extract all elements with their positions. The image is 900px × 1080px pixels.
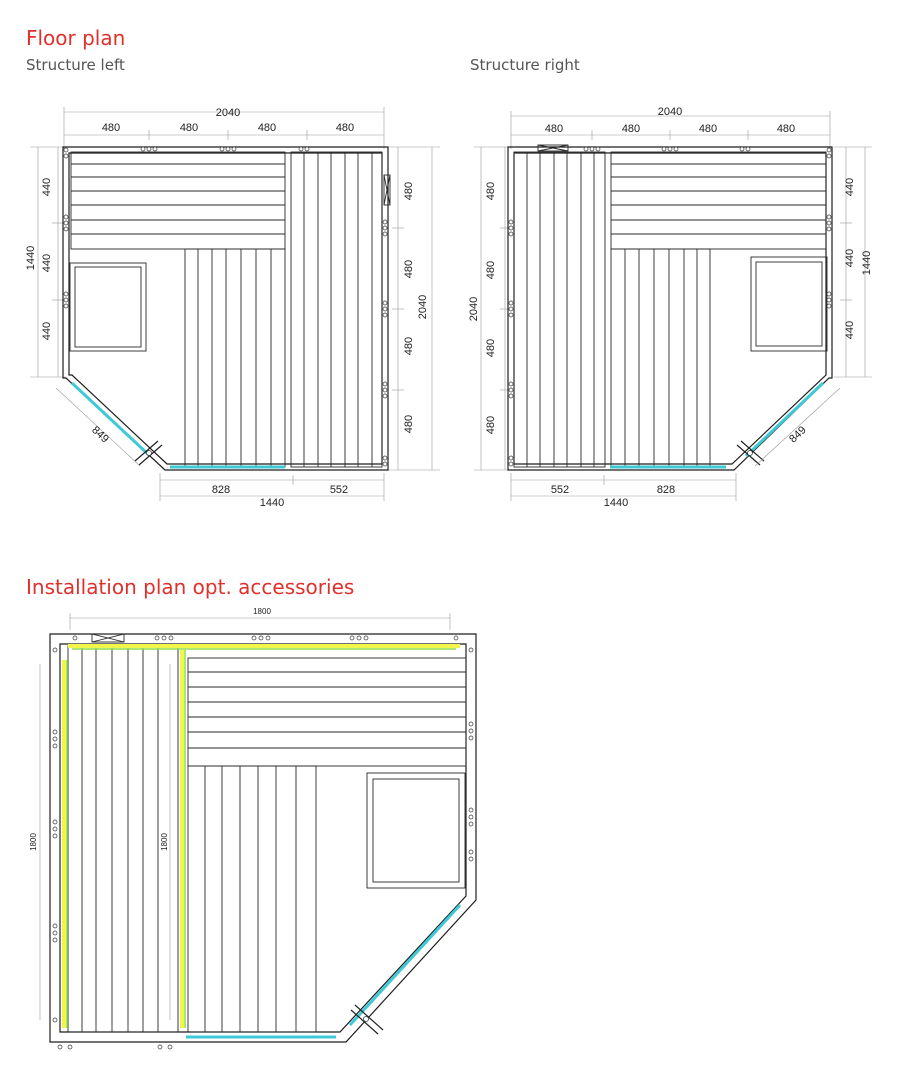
structure-left-diagram xyxy=(0,95,450,515)
dim-inner: 1800 xyxy=(160,833,169,851)
dim-right-seg-2: 440 xyxy=(844,248,856,268)
door-frame-marks xyxy=(384,175,390,205)
bench-right-slats xyxy=(291,152,382,467)
structure-right-diagram xyxy=(450,95,900,515)
dim-top-seg-3: 480 xyxy=(257,122,277,134)
dim-top-seg-3: 480 xyxy=(698,123,718,135)
dim-top-seg-4: 480 xyxy=(776,123,796,135)
bench-center-slats xyxy=(188,766,316,1032)
dim-right-seg-1: 480 xyxy=(403,181,415,201)
installation-plan-diagram xyxy=(0,600,500,1070)
dim-right-seg-3: 440 xyxy=(844,320,856,340)
bench-center-slats xyxy=(185,249,285,467)
dim-bottom-b: 552 xyxy=(329,484,349,496)
dim-bottom-a: 828 xyxy=(211,484,231,496)
installation-plan-title: Installation plan opt. accessories xyxy=(26,575,355,599)
door-frame-marks xyxy=(538,145,568,151)
light-strip-diagonal xyxy=(72,383,150,456)
dim-bottom-a: 552 xyxy=(550,484,570,496)
dim-left-total: 1440 xyxy=(25,245,37,271)
stove-guard xyxy=(751,257,827,351)
dim-left-seg-2: 440 xyxy=(41,253,53,273)
dim-left: 1800 xyxy=(29,833,38,851)
dim-right-seg-2: 480 xyxy=(403,259,415,279)
dim-top-seg-4: 480 xyxy=(335,122,355,134)
fixing-bolts xyxy=(53,636,473,1049)
dim-left-seg-3: 480 xyxy=(485,338,497,358)
wall-outline xyxy=(50,634,476,1042)
dim-left-seg-1: 440 xyxy=(41,177,53,197)
dim-top-seg-1: 480 xyxy=(101,122,121,134)
bench-top-slats xyxy=(188,658,466,766)
fixing-bolts xyxy=(64,147,387,466)
dim-top-seg-1: 480 xyxy=(544,123,564,135)
dim-left-seg-1: 480 xyxy=(485,181,497,201)
floor-plan-title: Floor plan xyxy=(26,26,126,50)
dim-right-seg-1: 440 xyxy=(844,177,856,197)
dim-bottom-total: 1440 xyxy=(603,497,629,509)
dim-top-seg-2: 480 xyxy=(621,123,641,135)
bench-top-slats xyxy=(611,152,826,249)
light-strip-diagonal xyxy=(350,905,460,1025)
dim-bottom-total: 1440 xyxy=(259,497,285,509)
dim-top-seg-2: 480 xyxy=(179,122,199,134)
dim-left-total: 2040 xyxy=(468,296,480,322)
bench-left-slats xyxy=(514,152,605,467)
dim-right-seg-3: 480 xyxy=(403,336,415,356)
bench-top-slats xyxy=(71,152,285,249)
structure-right-label: Structure right xyxy=(470,56,580,74)
dim-diagonal: 849 xyxy=(89,424,111,446)
dim-left-seg-4: 480 xyxy=(485,415,497,435)
dim-left-seg-3: 440 xyxy=(41,321,53,341)
dim-top: 1800 xyxy=(253,607,271,616)
dim-top-total: 2040 xyxy=(215,107,241,119)
door-frame-marks xyxy=(92,634,124,642)
fixing-bolts xyxy=(509,147,831,466)
dim-left-seg-2: 480 xyxy=(485,260,497,280)
dim-right-total: 1440 xyxy=(861,250,873,276)
dim-bottom-b: 828 xyxy=(656,484,676,496)
stove-guard xyxy=(367,773,465,888)
dim-top-total: 2040 xyxy=(657,106,683,118)
dim-diagonal: 849 xyxy=(787,424,809,446)
dim-right-seg-4: 480 xyxy=(403,414,415,434)
dim-right-total: 2040 xyxy=(417,294,429,320)
stove-guard xyxy=(70,263,146,351)
structure-left-label: Structure left xyxy=(26,56,125,74)
bench-center-slats xyxy=(611,249,710,467)
light-strip-diagonal xyxy=(746,383,823,456)
